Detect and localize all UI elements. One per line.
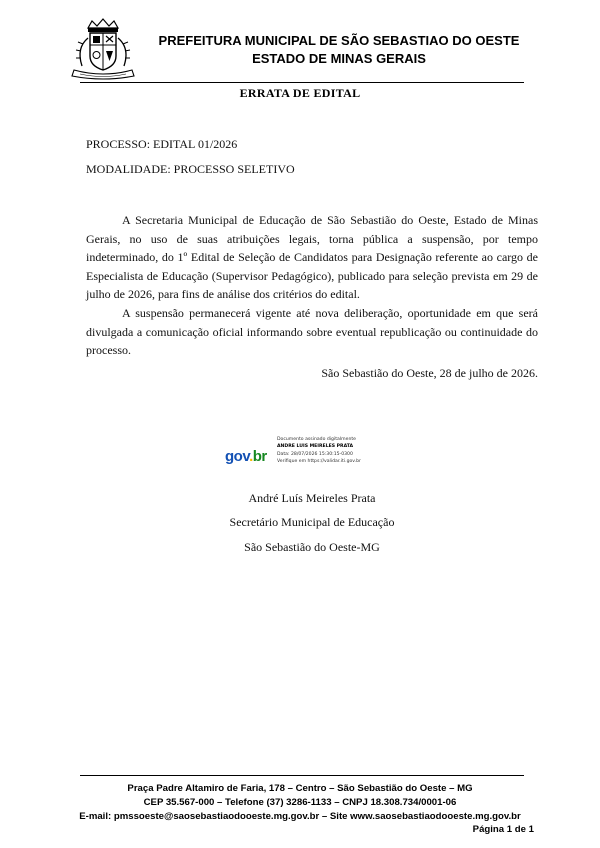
signature-heading: Documento assinado digitalmente [277,437,356,442]
body-paragraph-1: A Secretaria Municipal de Educação de São Sebastião do Oeste, Estado de Minas Gerais, no uso de suas atribuições legais, torna pública a suspensão, por tempo indeterminado, do 1º Edital de Seleção de Candidatos para Designação referente ao cargo de Especialista de Educação (Supervisor Pedagógico), publicado para seleção prevista em 29 de julho de 2026, para fins de análise dos critérios do edital. [86,213,538,301]
signature-signer: ANDRE LUIS MEIRELES PRATA [277,444,354,450]
modality-line: MODALIDADE: PROCESSO SELETIVO [86,162,295,176]
footer-divider [80,775,524,776]
document-footer [60,782,540,824]
process-line: PROCESSO: EDITAL 01/2026 [86,137,238,151]
page-number: Página 1 de 1 [472,824,534,835]
municipal-coat-of-arms-icon [68,18,138,80]
date-line: São Sebastião do Oeste, 28 de julho de 2026. [321,366,538,380]
digital-signature-stamp [225,436,400,474]
body-paragraph-2: A suspensão permanecerá vigente até nova deliberação, oportunidade em que será divulgada a comunicação oficial informando sobre eventual republicação ou continuidade do processo. [86,306,538,357]
header-title: PREFEITURA MUNICIPAL DE SÃO SEBASTIAO DO OESTE [158,33,520,48]
signatory-role: Secretário Municipal de Educação [229,515,395,529]
gov-br-logo: gov.br [225,448,267,465]
header-subtitle: ESTADO DE MINAS GERAIS [252,51,426,66]
footer-web: E-mail: pmssoeste@saosebastiaodooeste.mg.gov.br – Site www.saosebastiaodooeste.mg.gov.br [79,811,521,822]
document-header [68,18,538,80]
footer-address: Praça Padre Altamiro de Faria, 178 – Centro – São Sebastião do Oeste – MG [127,783,473,794]
document-title: ERRATA DE EDITAL [239,86,361,100]
signature-verify: Verifique em https://validar.iti.gov.br [277,459,361,465]
footer-contacts: CEP 35.567-000 – Telefone (37) 3286-1133 – CNPJ 18.308.734/0001-06 [143,797,457,808]
header-divider [80,82,524,83]
signatory-name: André Luís Meireles Prata [248,491,376,505]
signatory-place: São Sebastião do Oeste-MG [244,540,380,554]
signature-date: Data: 28/07/2026 15:30:15-0300 [277,451,353,457]
